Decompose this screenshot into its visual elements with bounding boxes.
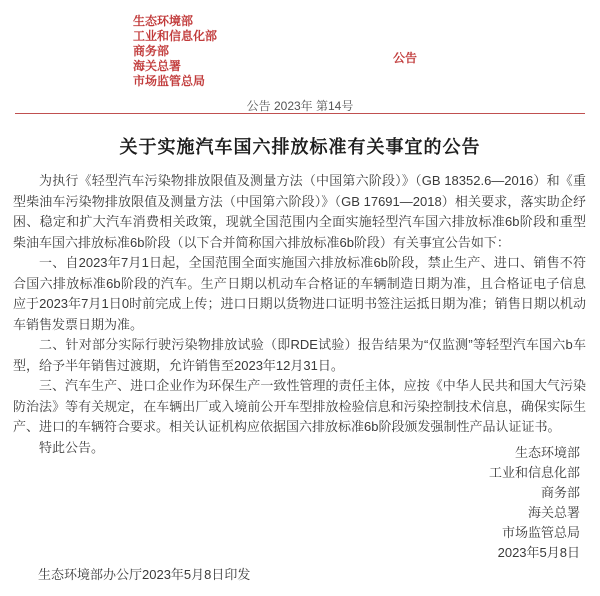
- issuance-note: 生态环境部办公厅2023年5月8日印发: [38, 567, 251, 582]
- signature-agency: 海关总署: [527, 505, 580, 520]
- ministry-name: 商务部: [133, 44, 170, 58]
- ministry-name: 市场监管总局: [133, 74, 206, 88]
- paragraph-item-2: 二、针对部分实际行驶污染物排放试验（即RDE试验）报告结果为“仅监测”等轻型汽车国六b车型，给予半年销售过渡期，允许销售至2023年12月31日。: [13, 337, 586, 373]
- document-number: 公告 2023年 第14号: [246, 99, 354, 113]
- paragraph-item-1: 一、自2023年7月1日起，全国范围全面实施国六排放标准6b阶段，禁止生产、进口、销售不符合国六排放标准6b阶段的汽车。生产日期以机动车合格证的车辆制造日期为准，且合格证电子信息应于2023年7月1日0时前完成上传；进口日期以货物进口证明书签注运抵日期为准；销售日期以机动车销售发票日期为准。: [13, 255, 586, 332]
- ministry-name: 工业和信息化部: [133, 29, 218, 43]
- signature-agency: 市场监管总局: [501, 525, 580, 540]
- signature-date: 2023年5月8日: [497, 545, 580, 560]
- signature-agency: 工业和信息化部: [488, 465, 580, 480]
- ministry-name: 海关总署: [133, 59, 182, 73]
- paragraph-intro: 为执行《轻型汽车污染物排放限值及测量方法（中国第六阶段）》（GB 18352.6—2016）和《重型柴油车污染物排放限值及测量方法（中国第六阶段）》（GB 17691—2018）相关要求，落实助企纾困、稳定和扩大汽车消费相关政策，现就全国范围内全面实施轻型汽车国六排放标准6b阶段和重型柴油车国六排放标准6b阶段（以下合并简称国六排放标准6b阶段）有关事宜公告如下：: [13, 173, 586, 250]
- page-title: 关于实施汽车国六排放标准有关事宜的公告: [119, 137, 481, 157]
- announcement-body: [13, 171, 586, 458]
- signature-block: [489, 443, 580, 563]
- paragraph-item-3: 三、汽车生产、进口企业作为环保生产一致性管理的责任主体，应按《中华人民共和国大气污染防治法》等有关规定，在车辆出厂或入境前公开车型排放检验信息和污染控制技术信息，确保实际生产、进口的车辆符合要求。相关认证机构应依据国六排放标准6b阶段颁发强制性产品认证证书。: [13, 378, 586, 434]
- signature-agency: 生态环境部: [514, 445, 580, 460]
- signature-agency: 商务部: [540, 485, 580, 500]
- issuing-ministries-list: [133, 14, 217, 89]
- header-divider-line: [15, 113, 585, 114]
- paragraph-closing: 特此公告。: [39, 439, 105, 455]
- ministry-name: 生态环境部: [133, 14, 194, 28]
- announcement-type-label: 公告: [393, 51, 418, 65]
